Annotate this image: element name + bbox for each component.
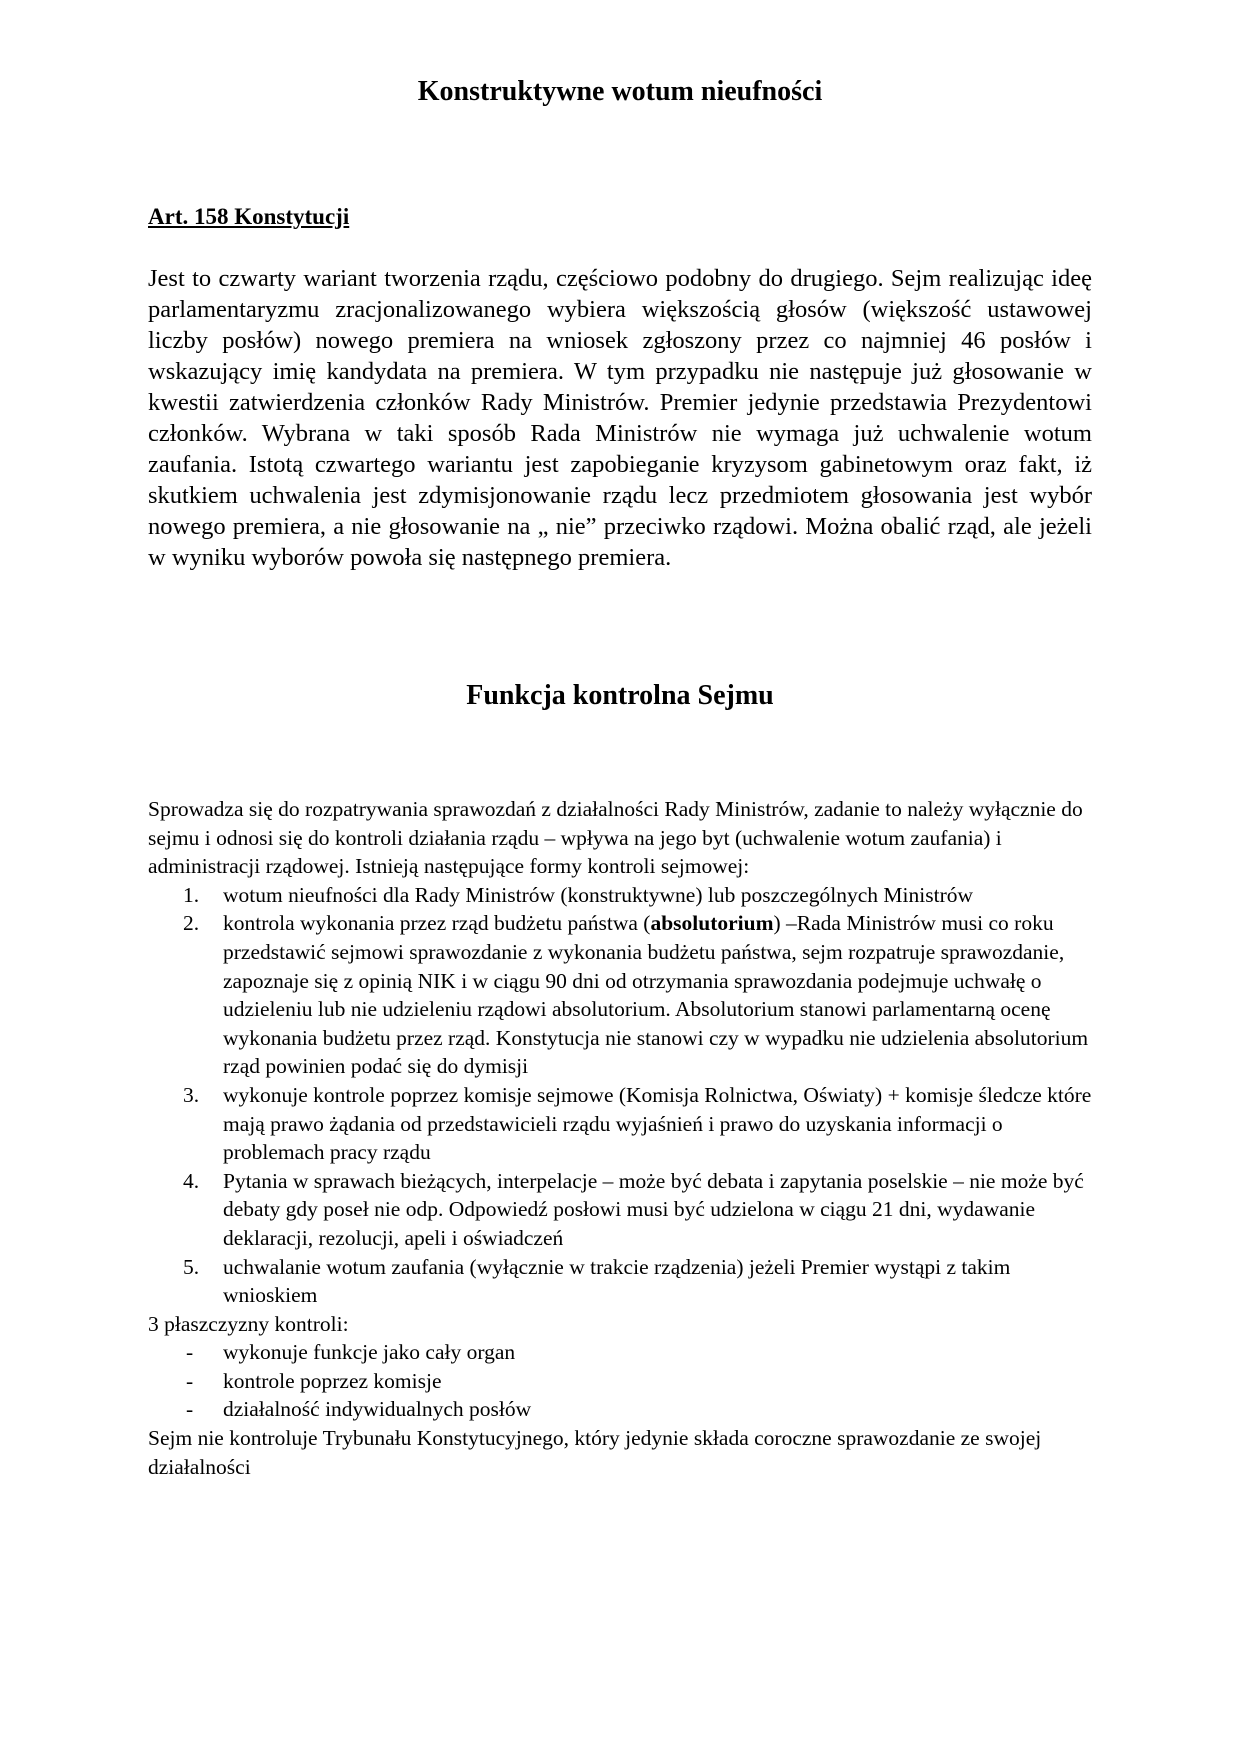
list-item-text: Pytania w sprawach bieżących, interpelacje – może być debata i zapytania poselskie – nie może być debaty gdy poseł nie odp. Odpowiedź posłowi musi być udzielona w ciągu 21 dni, wydawanie deklaracji, rezolucji, apeli i oświadczeń [223,1168,1084,1250]
list-number: 5. [183,1254,200,1279]
levels-heading: 3 płaszczyzny kontroli: [148,1311,349,1336]
control-levels-list [148,1338,1092,1424]
constructive-vote-paragraph: Jest to czwarty wariant tworzenia rządu, częściowo podobny do drugiego. Sejm realizując ideę parlamentaryzmu zracjonalizowanego wybiera większością głosów (większość ustawowej liczby posłów) nowego premiera na wniosek zgłoszony przez co najmniej 46 posłów i wskazujący imię kandydata na premiera. W tym przypadku nie następuje już głosowanie w kwestii zatwierdzenia członków Rady Ministrów. Premier jedynie przedstawia Prezydentowi członków. Wybrana w taki sposób Rada Ministrów nie wymaga już uchwalenie wotum zaufania. Istotą czwartego wariantu jest zapobieganie kryzysom gabinetowym oraz fakt, iż skutkiem uchwalenia jest zdymisjonowanie rządu lecz przedmiotem głosowania jest wybór nowego premiera, a nie głosowanie na „ nie” przeciwko rządowi. Można obalić rząd, ale jeżeli w wyniku wyborów powoła się następnego premiera. [148,265,1092,571]
list-item [186,1338,1092,1367]
list-number: 3. [183,1082,200,1107]
closing-paragraph: Sejm nie kontroluje Trybunału Konstytucyjnego, który jedynie składa coroczne sprawozdanie ze swojej działalności [148,1426,1042,1479]
list-item-text-post: ) –Rada Ministrów musi co roku przedstawić sejmowi sprawozdanie z wykonania budżetu państwa, sejm rozpatruje sprawozdanie, zapoznaje się z opinią NIK i w ciągu 90 dni od otrzymania sprawozdania podejmuje uchwałę o udzieleniu lub nie udzieleniu rządowi absolutorium. Absolutorium stanowi parlamentarną ocenę wykonania budżetu przez rząd. Konstytucja nie stanowi czy w wypadku nie udzielenia absolutorium rząd powinien podać się do dymisji [223,911,1089,1079]
list-item-text: wotum nieufności dla Rady Ministrów (konstruktywne) lub poszczególnych Ministrów [223,882,974,907]
list-item [183,1253,1092,1310]
section-title-constructive-vote: Konstruktywne wotum nieufności [417,76,823,107]
section-title-control-function: Funkcja kontrolna Sejmu [466,680,774,711]
absolutorium-term: absolutorium [650,911,774,936]
dash-bullet: - [186,1368,194,1393]
list-item [186,1395,1092,1424]
article-reference: Art. 158 Konstytucji [148,204,350,229]
list-item [183,1081,1092,1167]
list-item [186,1367,1092,1396]
list-item [183,881,1092,910]
list-number: 4. [183,1168,200,1193]
list-number: 2. [183,911,200,936]
dash-bullet: - [186,1397,194,1422]
dash-bullet: - [186,1340,194,1365]
control-function-section [148,795,1092,1481]
list-item-text: wykonuje kontrole poprzez komisje sejmowe (Komisja Rolnictwa, Oświaty) + komisje śledcze które mają prawo żądania od przedstawicieli rządu wyjaśnień i prawo do uzyskania informacji o problemach pracy rządu [223,1082,1092,1165]
list-item [183,1167,1092,1253]
list-item-text: uchwalanie wotum zaufania (wyłącznie w trakcie rządzenia) jeżeli Premier wystąpi z takim wnioskiem [223,1254,1011,1308]
list-item-text: działalność indywidualnych posłów [223,1397,532,1422]
list-item [183,909,1092,1081]
list-item-text-pre: kontrola wykonania przez rząd budżetu państwa ( [223,911,651,936]
list-number: 1. [183,882,200,907]
control-function-intro: Sprowadza się do rozpatrywania sprawozdań z działalności Rady Ministrów, zadanie to należy wyłącznie do sejmu i odnosi się do kontroli działania rządu – wpływa na jego byt (uchwalenie wotum zaufania) i administracji rządowej. Istnieją następujące formy kontroli sejmowej: [148,797,1083,879]
list-item-text: kontrole poprzez komisje [223,1368,442,1393]
list-item-text: wykonuje funkcje jako cały organ [223,1340,516,1365]
control-forms-list [148,881,1092,1310]
